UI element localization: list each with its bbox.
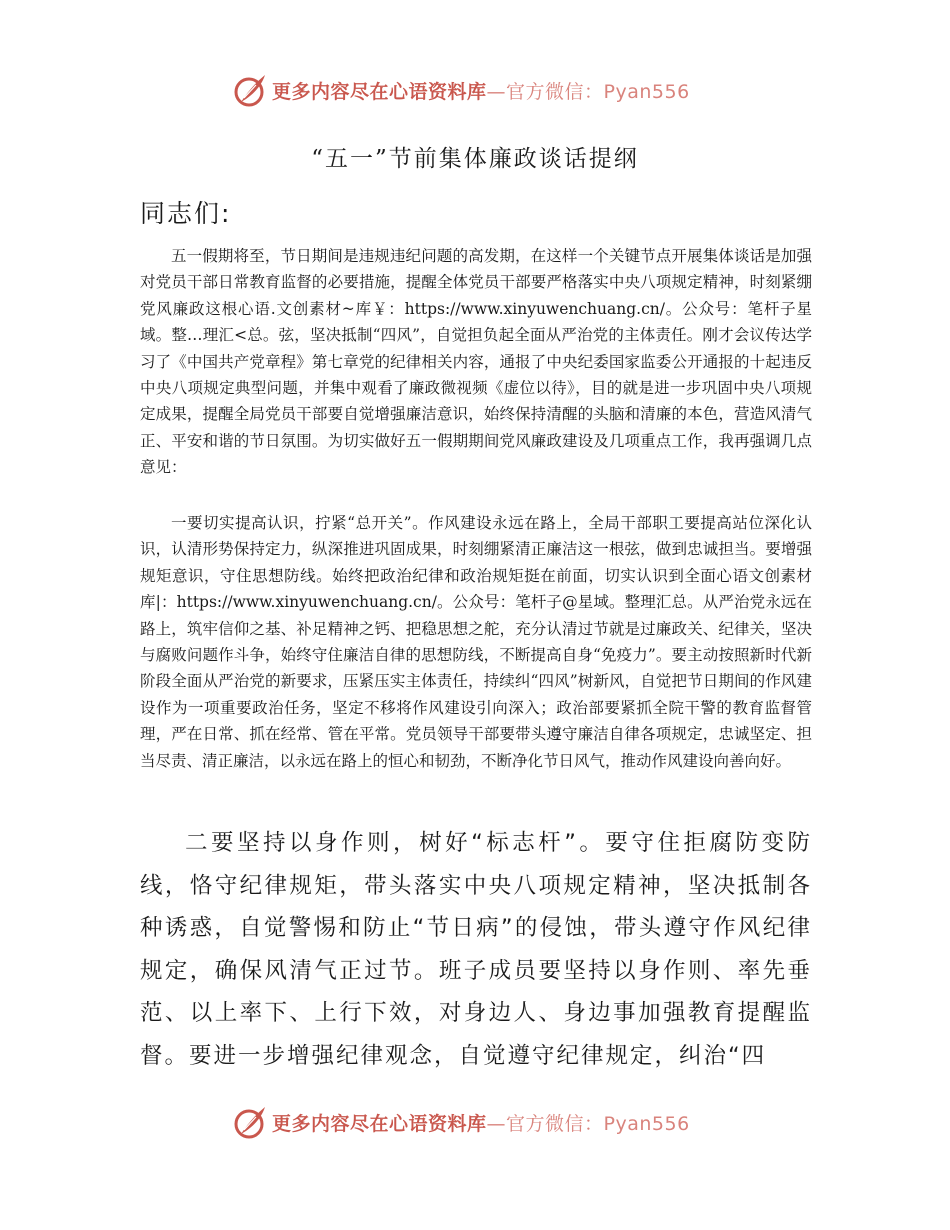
watermark-banner-top (232, 70, 690, 110)
salutation: 同志们: (140, 199, 232, 228)
watermark-contact: —官方微信：Pyan556 (486, 80, 690, 103)
watermark-text (272, 1109, 690, 1136)
paragraph-point-two: 二要坚持以身作则，树好“标志杆”。要守住拒腐防变防线，恪守纪律规矩，带头落实中央八项规定精神，坚决抵制各种诱惑，自觉警惕和防止“节日病”的侵蚀，带头遵守作风纪律规定，确保风清气正过节。班子成员要坚持以身作则、率先垂范、以上率下、上行下效，对身边人、身边事加强教育提醒监督。要进一步增强纪律观念，自觉遵守纪律规定，纠治“四 (140, 830, 812, 1069)
paragraph-point-one: 一要切实提高认识，拧紧“总开关”。作风建设永远在路上，全局干部职工要提高站位深化认识，认清形势保持定力，纵深推进巩固成果，时刻绷紧清正廉洁这一根弦，做到忠诚担当。要增强规矩意识，守住思想防线。始终把政治纪律和政治规矩挺在前面，切实认识到全面心语文创素材库|：https://www.xinyuwenchuang.cn/。公众号：笔杆子@星域。整理汇总。从严治党永远在路上，筑牢信仰之基、补足精神之钙、把稳思想之舵，充分认清过节就是过廉政关、纪律关，坚决与腐败问题作斗争，始终守住廉洁自律的思想防线，不断提高自身“免疫力”。要主动按照新时代新阶段全面从严治党的新要求，压紧压实主体责任，持续纠“四风”树新风，自觉把节日期间的作风建设作为一项重要政治任务，坚定不移将作风建设引向深入；政治部要紧抓全院干警的教育监督管理，严在日常、抓在经常、管在平常。党员领导干部要带头遵守廉洁自律各项规定，忠诚坚定、担当尽责、清正廉洁，以永远在路上的恒心和韧劲，不断净化节日风气，推动作风建设向善向好。 (140, 514, 812, 770)
watermark-text (272, 77, 690, 104)
watermark-contact: —官方微信：Pyan556 (486, 1112, 690, 1135)
watermark-brand: 更多内容尽在心语资料库 (272, 80, 487, 103)
watermark-banner-bottom (232, 1102, 690, 1142)
quill-logo-icon (232, 72, 268, 108)
paragraph-intro: 五一假期将至，节日期间是违规违纪问题的高发期，在这样一个关键节点开展集体谈话是加强对党员干部日常教育监督的必要措施，提醒全体党员干部要严格落实中央八项规定精神，时刻紧绷党风廉政这根心语.文创素材~库￥：https://www.xinyuwenchuang.cn/。公众号：笔杆子星域。整…理汇<总。弦，坚决抵制“四风”，自觉担负起全面从严治党的主体责任。刚才会议传达学习了《中国共产党章程》第七章党的纪律相关内容，通报了中央纪委国家监委公开通报的十起违反中央八项规定典型问题，并集中观看了廉政微视频《虚位以待》，目的就是进一步巩固中央八项规定成果，提醒全局党员干部要自觉增强廉洁意识，始终保持清醒的头脑和清廉的本色，营造风清气正、平安和谐的节日氛围。为切实做好五一假期期间党风廉政建设及几项重点工作，我再强调几点意见： (140, 247, 812, 477)
watermark-brand: 更多内容尽在心语资料库 (272, 1112, 487, 1135)
document-title: “五一”节前集体廉政谈话提纲 (311, 146, 639, 172)
quill-logo-icon (232, 1104, 268, 1140)
